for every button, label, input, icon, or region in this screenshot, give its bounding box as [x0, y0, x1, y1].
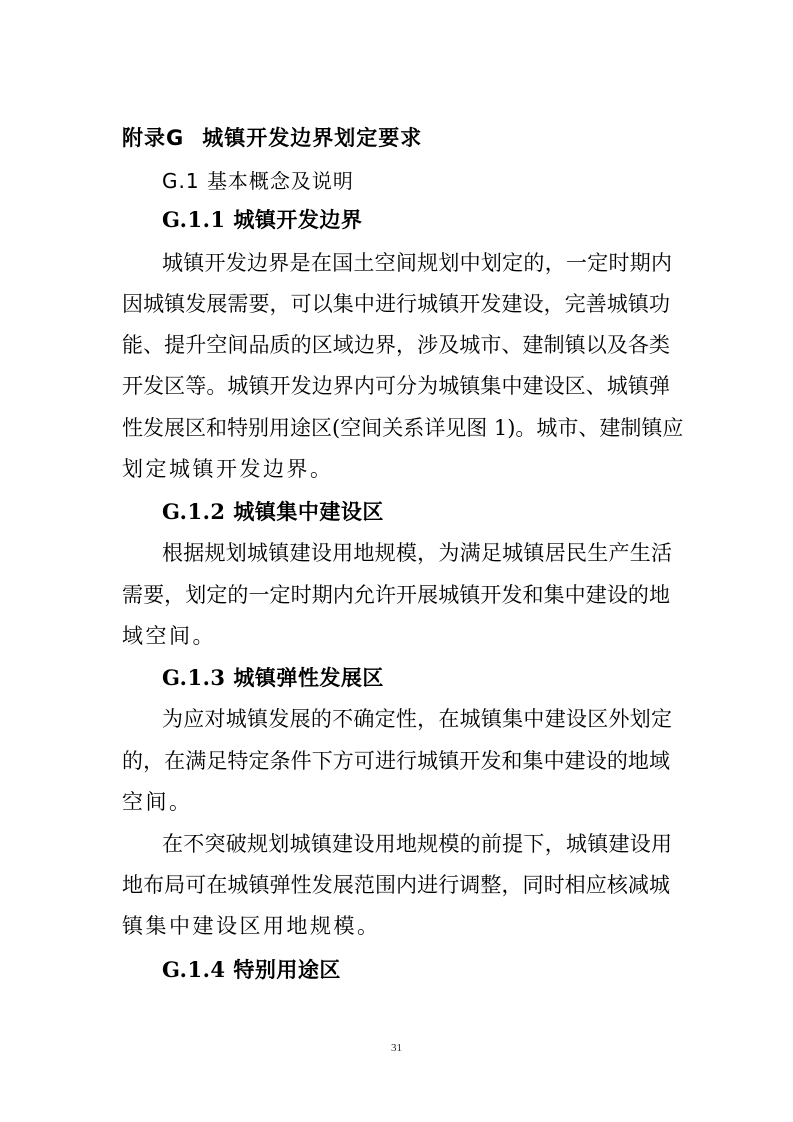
paragraph-line: 的，在满足特定条件下方可进行城镇开发和集中建设的地域	[122, 749, 670, 773]
appendix-title	[122, 124, 422, 152]
heading-g-1-1: G.1.1 城镇开发边界	[162, 207, 363, 232]
paragraph-line: 划定城镇开发边界。	[122, 457, 334, 481]
heading-g-1-3: G.1.3 城镇弹性发展区	[162, 665, 384, 690]
section-title: G.1 基本概念及说明	[162, 169, 354, 193]
appendix-title-text: 城镇开发边界划定要求	[202, 126, 423, 150]
paragraph-line: 为应对城镇发展的不确定性，在城镇集中建设区外划定	[162, 707, 672, 731]
paragraph-line: 开发区等。城镇开发边界内可分为城镇集中建设区、城镇弹	[122, 374, 670, 398]
heading-g-1-2: G.1.2 城镇集中建设区	[162, 499, 384, 524]
paragraph-line: 镇集中建设区用地规模。	[122, 914, 381, 938]
paragraph-line: 能、提升空间品质的区域边界，涉及城市、建制镇以及各类	[122, 333, 670, 357]
paragraph-line: 地布局可在城镇弹性发展范围内进行调整，同时相应核减城	[122, 873, 670, 897]
appendix-label: 附录G	[122, 126, 185, 150]
paragraph-line: 性发展区和特别用途区(空间关系详见图 1)。城市、建制镇应	[122, 416, 684, 440]
paragraph-line: 根据规划城镇建设用地规模，为满足城镇居民生产生活	[162, 541, 672, 565]
paragraph-line: 空间。	[122, 790, 193, 814]
paragraph-line: 城镇开发边界是在国土空间规划中划定的，一定时期内	[162, 251, 672, 275]
paragraph-line: 在不突破规划城镇建设用地规模的前提下，城镇建设用	[162, 832, 672, 856]
page-number: 31	[391, 1042, 402, 1054]
paragraph-line: 域空间。	[122, 624, 216, 648]
paragraph-line: 需要，划定的一定时期内允许开展城镇开发和集中建设的地	[122, 583, 670, 607]
paragraph-line: 因城镇发展需要，可以集中进行城镇开发建设，完善城镇功	[122, 292, 670, 316]
heading-g-1-4: G.1.4 特别用途区	[162, 957, 341, 982]
